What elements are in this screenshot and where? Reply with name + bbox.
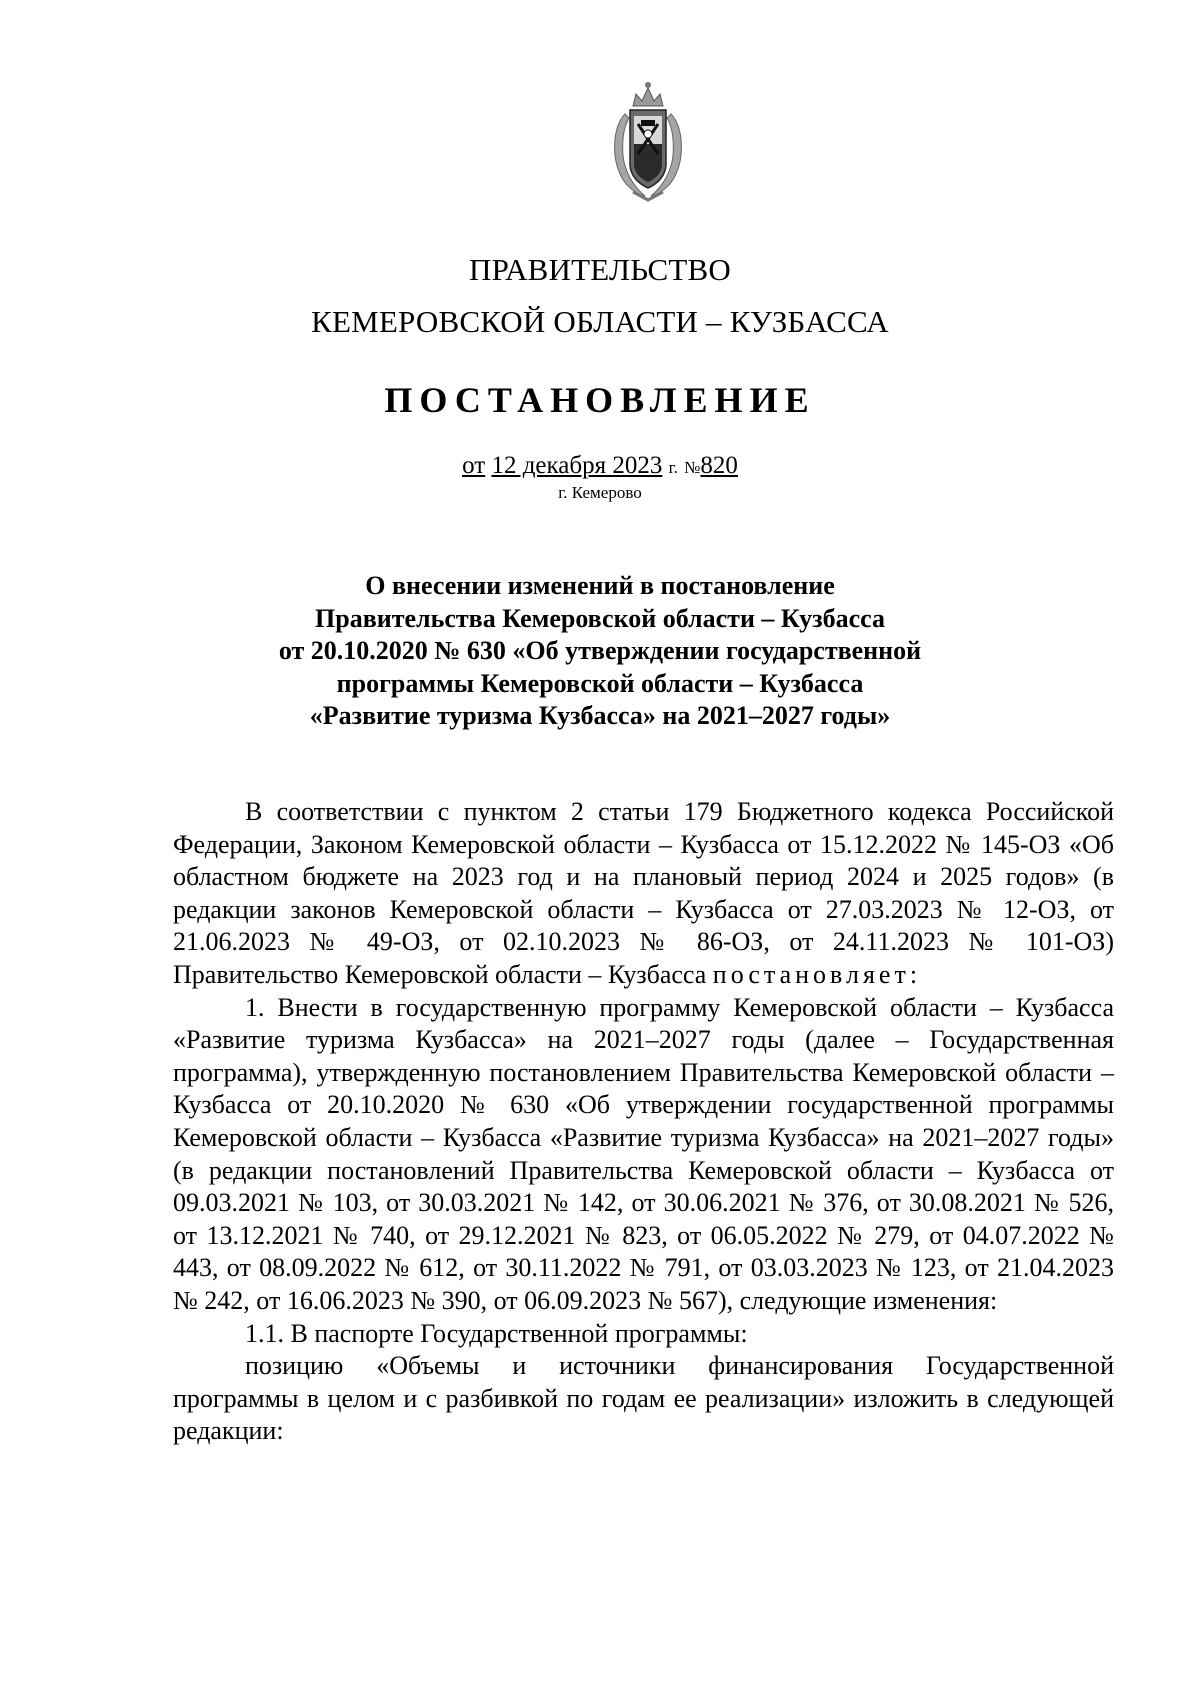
item-1-1-paragraph: 1.1. В паспорте Государственной программы: — [245, 1318, 748, 1348]
government-title-line-2: КЕМЕРОВСКОЙ ОБЛАСТИ – КУЗБАССА — [311, 304, 889, 339]
subject-line: от 20.10.2020 № 630 «Об утверждении государственной — [278, 636, 922, 666]
subject-line: программы Кемеровской области – Кузбасса — [336, 668, 864, 698]
subject-line: Правительства Кемеровской области – Кузбасса — [315, 603, 885, 633]
document-number: 820 — [700, 452, 738, 479]
document-subject — [0, 570, 1200, 733]
number-sign: № — [684, 458, 701, 477]
date-prefix: от — [462, 452, 486, 479]
document-type-heading: ПОСТАНОВЛЕНИЕ — [384, 380, 816, 420]
subject-line: О внесении изменений в постановление — [365, 571, 835, 600]
document-city: г. Кемерово — [558, 483, 642, 502]
intro-text: В соответствии с пунктом 2 статьи 179 Бюджетного кодекса Российской Федерации, Законом Кемеровской области – Кузбасса от 15.12.2022 № 145-ОЗ «Об областном бюджете на 2023 год и на плановый период 2024 и 2025 годов» (в редакции законов Кемеровской области – Кузбасса от 27.03.2023 № 12-ОЗ, от 21.06.2023 № 49-ОЗ, от 02.10.2023 № 86-ОЗ, от 24.11.2023 № 101-ОЗ) Правительство Кемеровской области – Кузбасса — [173, 797, 1114, 989]
document-date: 12 декабря 2023 — [491, 452, 663, 479]
document-date-number-line — [0, 451, 1200, 483]
position-paragraph: позицию «Объемы и источники финансирования Государственной программы в целом и с разбивкой по годам ее реализации» изложить в следующей редакции: — [173, 1351, 1114, 1446]
government-title-line-1: ПРАВИТЕЛЬСТВО — [469, 252, 731, 287]
intro-paragraph — [173, 796, 1114, 992]
document-body — [173, 796, 1114, 1448]
coat-of-arms-icon — [603, 76, 693, 206]
resolves-word: постановляет — [712, 959, 910, 989]
year-suffix: г. — [668, 458, 678, 477]
item-1-paragraph: 1. Внести в государственную программу Кемеровской области – Кузбасса «Развитие туризма Кузбасса» на 2021–2027 годы (далее – Государственная программа), утвержденную постановлением Правительства Кемеровской области – Кузбасса от 20.10.2020 № 630 «Об утверждении государственной программы Кемеровской области – Кузбасса «Развитие туризма Кузбасса» на 2021–2027 годы» (в редакции постановлений Правительства Кемеровской области – Кузбасса от 09.03.2021 № 103, от 30.03.2021 № 142, от 30.06.2021 № 376, от 30.08.2021 № 526, от 13.12.2021 № 740, от 29.12.2021 № 823, от 06.05.2022 № 279, от 04.07.2022 № 443, от 08.09.2022 № 612, от 30.11.2022 № 791, от 03.03.2023 № 123, от 21.04.2023 № 242, от 16.06.2023 № 390, от 06.09.2023 № 567), следующие изменения: — [173, 992, 1114, 1315]
resolves-colon: : — [909, 959, 918, 989]
subject-line: «Развитие туризма Кузбасса» на 2021–2027 годы» — [309, 701, 891, 731]
